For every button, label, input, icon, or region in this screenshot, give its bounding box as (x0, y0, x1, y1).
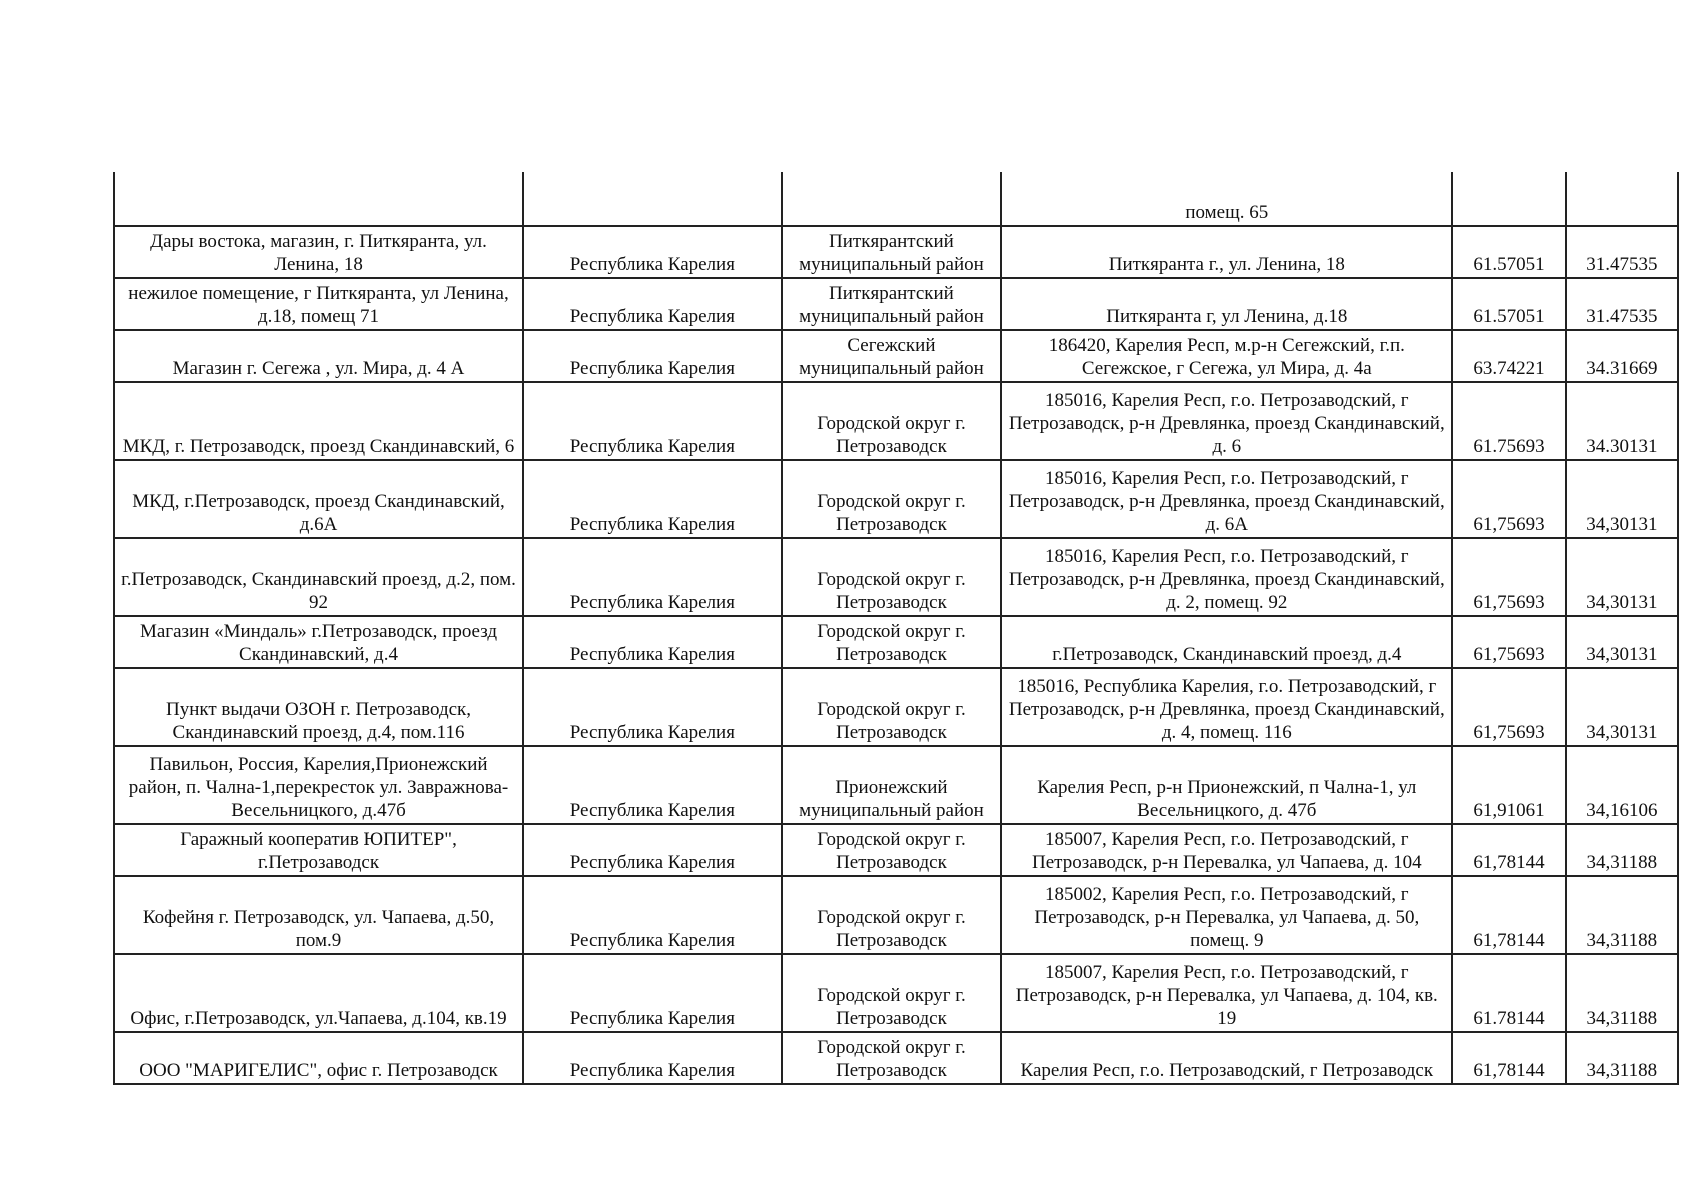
cell-name: г.Петрозаводск, Скандинавский проезд, д.2, пом. 92 (114, 538, 523, 616)
locations-table-body (114, 172, 1678, 1084)
continued-row (114, 172, 1678, 226)
table-row (114, 278, 1678, 330)
cell-address: г.Петрозаводск, Скандинавский проезд, д.4 (1001, 616, 1452, 668)
cell-address: 185016, Карелия Респ, г.о. Петрозаводский, г Петрозаводск, р-н Древлянка, проезд Скандинавский, д. 2, помещ. 92 (1001, 538, 1452, 616)
cell-district: Прионежский муниципальный район (782, 746, 1002, 824)
table-row (114, 330, 1678, 382)
cell-region: Республика Карелия (523, 226, 782, 278)
cell-district: Питкярантский муниципальный район (782, 226, 1002, 278)
table-row (114, 460, 1678, 538)
cell-district: Городской округ г. Петрозаводск (782, 616, 1002, 668)
cell-name: Гаражный кооператив ЮПИТЕР", г.Петрозаводск (114, 824, 523, 876)
table-row (114, 668, 1678, 746)
cell-region: Республика Карелия (523, 954, 782, 1032)
locations-table (113, 172, 1679, 1085)
cell-region: Республика Карелия (523, 824, 782, 876)
cell-name: МКД, г. Петрозаводск, проезд Скандинавский, 6 (114, 382, 523, 460)
cell-longitude: 34,31188 (1566, 824, 1678, 876)
cell-longitude: 34.30131 (1566, 382, 1678, 460)
cell-region: Республика Карелия (523, 616, 782, 668)
cell-latitude: 61.75693 (1452, 382, 1565, 460)
cell-district: Городской округ г. Петрозаводск (782, 460, 1002, 538)
cell-longitude: 34,16106 (1566, 746, 1678, 824)
cell-district: Городской округ г. Петрозаводск (782, 668, 1002, 746)
cell-name: Офис, г.Петрозаводск, ул.Чапаева, д.104, кв.19 (114, 954, 523, 1032)
cell-longitude: 31.47535 (1566, 278, 1678, 330)
cell-name: Павильон, Россия, Карелия,Прионежский район, п. Чална-1,перекресток ул. Завражнова- Весельницкого, д.47б (114, 746, 523, 824)
cell-latitude: 61,78144 (1452, 824, 1565, 876)
cell-latitude: 61,75693 (1452, 460, 1565, 538)
cell-district: Городской округ г. Петрозаводск (782, 1032, 1002, 1084)
cell-region: Республика Карелия (523, 668, 782, 746)
cell-latitude: 63.74221 (1452, 330, 1565, 382)
cell-longitude: 34.31669 (1566, 330, 1678, 382)
cell-name: Магазин «Миндаль» г.Петрозаводск, проезд Скандинавский, д.4 (114, 616, 523, 668)
cell-name: МКД, г.Петрозаводск, проезд Скандинавский, д.6А (114, 460, 523, 538)
cell-address: помещ. 65 (1001, 172, 1452, 226)
cell-address: Питкяранта г, ул Ленина, д.18 (1001, 278, 1452, 330)
cell-name (114, 172, 523, 226)
cell-district: Городской округ г. Петрозаводск (782, 876, 1002, 954)
cell-district: Городской округ г. Петрозаводск (782, 824, 1002, 876)
cell-region: Республика Карелия (523, 876, 782, 954)
table-row (114, 876, 1678, 954)
cell-address: 185002, Карелия Респ, г.о. Петрозаводский, г Петрозаводск, р-н Перевалка, ул Чапаева, д. 50, помещ. 9 (1001, 876, 1452, 954)
cell-latitude: 61,78144 (1452, 876, 1565, 954)
cell-region: Республика Карелия (523, 1032, 782, 1084)
cell-address: Питкяранта г., ул. Ленина, 18 (1001, 226, 1452, 278)
cell-address: 185016, Карелия Респ, г.о. Петрозаводский, г Петрозаводск, р-н Древлянка, проезд Скандинавский, д. 6 (1001, 382, 1452, 460)
cell-region: Республика Карелия (523, 278, 782, 330)
cell-latitude (1452, 172, 1565, 226)
table-row (114, 226, 1678, 278)
table-row (114, 382, 1678, 460)
cell-latitude: 61.57051 (1452, 226, 1565, 278)
cell-address: 185016, Республика Карелия, г.о. Петрозаводский, г Петрозаводск, р-н Древлянка, проезд Скандинавский, д. 4, помещ. 116 (1001, 668, 1452, 746)
cell-longitude: 34,30131 (1566, 460, 1678, 538)
cell-region: Республика Карелия (523, 330, 782, 382)
cell-longitude (1566, 172, 1678, 226)
cell-name: ООО "МАРИГЕЛИС", офис г. Петрозаводск (114, 1032, 523, 1084)
table-row (114, 824, 1678, 876)
cell-district: Городской округ г. Петрозаводск (782, 382, 1002, 460)
table-row (114, 1032, 1678, 1084)
cell-region: Республика Карелия (523, 460, 782, 538)
cell-longitude: 34,31188 (1566, 1032, 1678, 1084)
cell-longitude: 34,30131 (1566, 538, 1678, 616)
cell-name: нежилое помещение, г Питкяранта, ул Ленина, д.18, помещ 71 (114, 278, 523, 330)
cell-longitude: 34,31188 (1566, 876, 1678, 954)
cell-name: Дары востока, магазин, г. Питкяранта, ул. Ленина, 18 (114, 226, 523, 278)
table-row (114, 616, 1678, 668)
cell-latitude: 61,75693 (1452, 538, 1565, 616)
cell-district (782, 172, 1002, 226)
cell-address: 185016, Карелия Респ, г.о. Петрозаводский, г Петрозаводск, р-н Древлянка, проезд Скандинавский, д. 6А (1001, 460, 1452, 538)
cell-longitude: 34,30131 (1566, 616, 1678, 668)
table-row (114, 954, 1678, 1032)
cell-district: Городской округ г. Петрозаводск (782, 538, 1002, 616)
cell-district: Сегежский муниципальный район (782, 330, 1002, 382)
cell-region: Республика Карелия (523, 382, 782, 460)
cell-name: Кофейня г. Петрозаводск, ул. Чапаева, д.50, пом.9 (114, 876, 523, 954)
cell-address: 186420, Карелия Респ, м.р-н Сегежский, г.п. Сегежское, г Сегежа, ул Мира, д. 4а (1001, 330, 1452, 382)
cell-name: Пункт выдачи ОЗОН г. Петрозаводск, Скандинавский проезд, д.4, пом.116 (114, 668, 523, 746)
cell-address: 185007, Карелия Респ, г.о. Петрозаводский, г Петрозаводск, р-н Перевалка, ул Чапаева, д. 104 (1001, 824, 1452, 876)
cell-district: Городской округ г. Петрозаводск (782, 954, 1002, 1032)
table-row (114, 538, 1678, 616)
cell-latitude: 61.57051 (1452, 278, 1565, 330)
cell-latitude: 61,75693 (1452, 616, 1565, 668)
cell-region (523, 172, 782, 226)
cell-latitude: 61,75693 (1452, 668, 1565, 746)
cell-latitude: 61,78144 (1452, 1032, 1565, 1084)
cell-longitude: 34,31188 (1566, 954, 1678, 1032)
cell-address: 185007, Карелия Респ, г.о. Петрозаводский, г Петрозаводск, р-н Перевалка, ул Чапаева, д. 104, кв. 19 (1001, 954, 1452, 1032)
cell-latitude: 61,91061 (1452, 746, 1565, 824)
table-row (114, 746, 1678, 824)
cell-region: Республика Карелия (523, 746, 782, 824)
cell-longitude: 31.47535 (1566, 226, 1678, 278)
cell-district: Питкярантский муниципальный район (782, 278, 1002, 330)
cell-name: Магазин г. Сегежа , ул. Мира, д. 4 А (114, 330, 523, 382)
cell-address: Карелия Респ, г.о. Петрозаводский, г Петрозаводск (1001, 1032, 1452, 1084)
cell-address: Карелия Респ, р-н Прионежский, п Чална-1, ул Весельницкого, д. 47б (1001, 746, 1452, 824)
cell-longitude: 34,30131 (1566, 668, 1678, 746)
cell-region: Республика Карелия (523, 538, 782, 616)
cell-latitude: 61.78144 (1452, 954, 1565, 1032)
